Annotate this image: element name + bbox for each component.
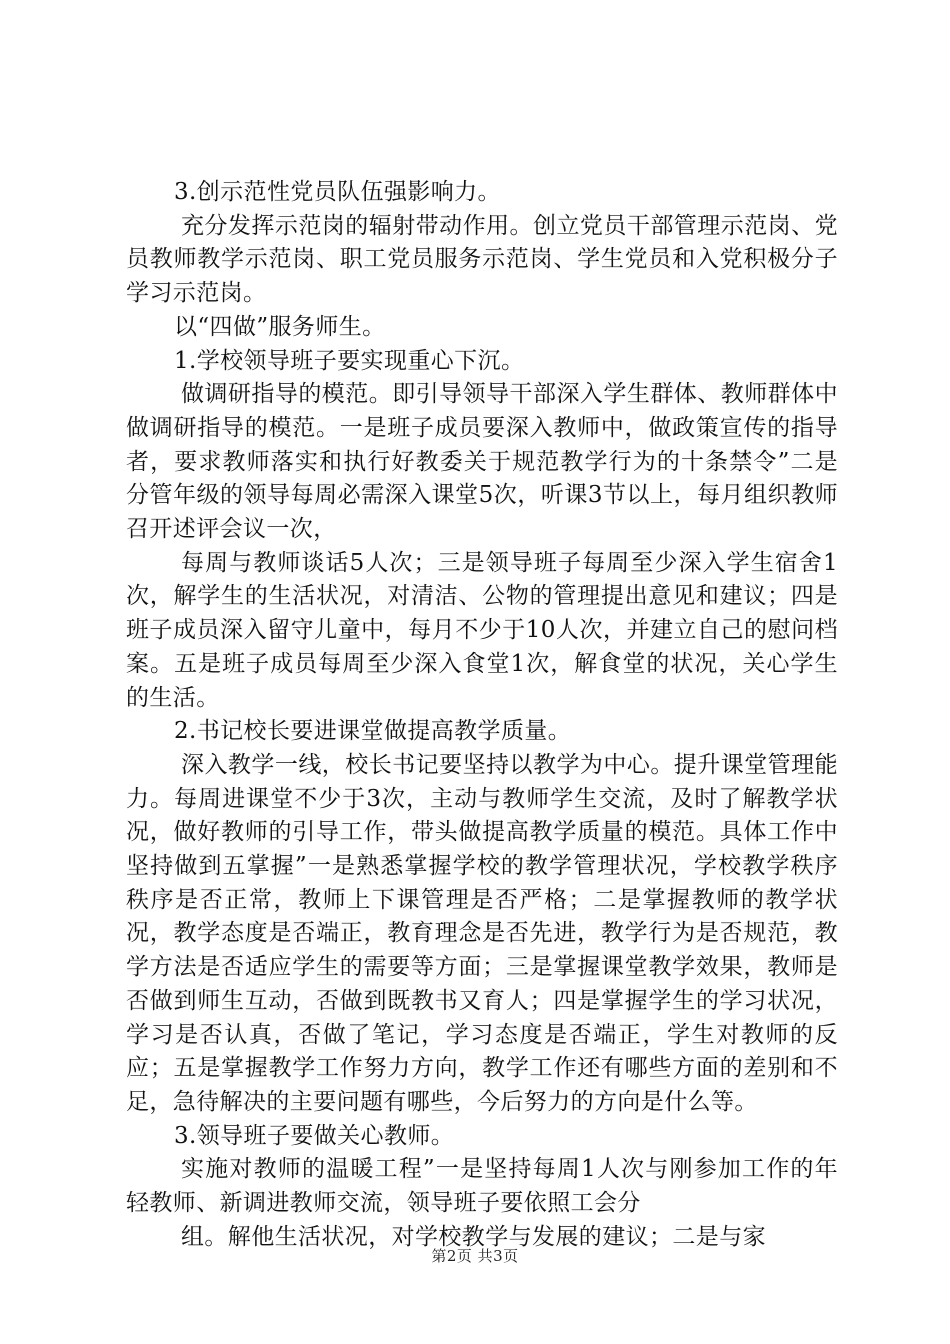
page-number-footer: 第2页 共3页 — [431, 1247, 519, 1265]
paragraph: 组。解他生活状况，对学校教学与发展的建议；二是与家 — [181, 1223, 766, 1250]
paragraph: 实施对教师的温暖工程”一是坚持每周1人次与刚参加工作的年轻教师、新调进教师交流，领导班子要依照工会分 — [126, 1156, 838, 1217]
paragraph: 做调研指导的模范。即引导领导干部深入学生群体、教师群体中做调研指导的模范。一是班子成员要深入教师中，做政策宣传的指导者，要求教师落实和执行好教委关于规范教学行为的十条禁令”二是分管年级的领导每周必需深入课堂5次，听课3节以上，每月组织教师召开述评会议一次， — [126, 381, 838, 543]
paragraph: 每周与教师谈话5人次；三是领导班子每周至少深入学生宿舍1次，解学生的生活状况，对清洁、公物的管理提出意见和建议；四是班子成员深入留守儿童中，每月不少于10人次，并建立自己的慰问档案。五是班子成员每周至少深入食堂1次，解食堂的状况，关心学生的生活。 — [126, 549, 838, 711]
section-heading: 3.领导班子要做关心教师。 — [174, 1122, 455, 1149]
section-heading: 以“四做”服务师生。 — [174, 313, 386, 340]
document-body — [126, 176, 838, 1255]
paragraph: 深入教学一线，校长书记要坚持以教学为中心。提升课堂管理能力。每周进课堂不少于3次，主动与教师学生交流，及时了解教学状况，做好教师的引导工作，带头做提高教学质量的模范。具体工作中坚持做到五掌握”一是熟悉掌握学校的教学管理状况，学校教学秩序秩序是否正常，教师上下课管理是否严格；二是掌握教师的教学状况，教学态度是否端正，教育理念是否先进，教学行为是否规范，教学方法是否适应学生的需要等方面；三是掌握课堂教学效果，教师是否做到师生互动，否做到既教书又育人；四是掌握学生的学习状况，学习是否认真，否做了笔记，学习态度是否端正，学生对教师的反应；五是掌握教学工作努力方向，教学工作还有哪些方面的差别和不足，急待解决的主要问题有哪些，今后努力的方向是什么等。 — [126, 751, 838, 1115]
section-heading: 3.创示范性党员队伍强影响力。 — [174, 179, 501, 205]
section-heading: 2.书记校长要进课堂做提高教学质量。 — [174, 718, 572, 745]
section-heading: 1.学校领导班子要实现重心下沉。 — [174, 347, 525, 374]
paragraph: 充分发挥示范岗的辐射带动作用。创立党员干部管理示范岗、党员教师教学示范岗、职工党员服务示范岗、学生党员和入党积极分子学习示范岗。 — [126, 212, 838, 307]
